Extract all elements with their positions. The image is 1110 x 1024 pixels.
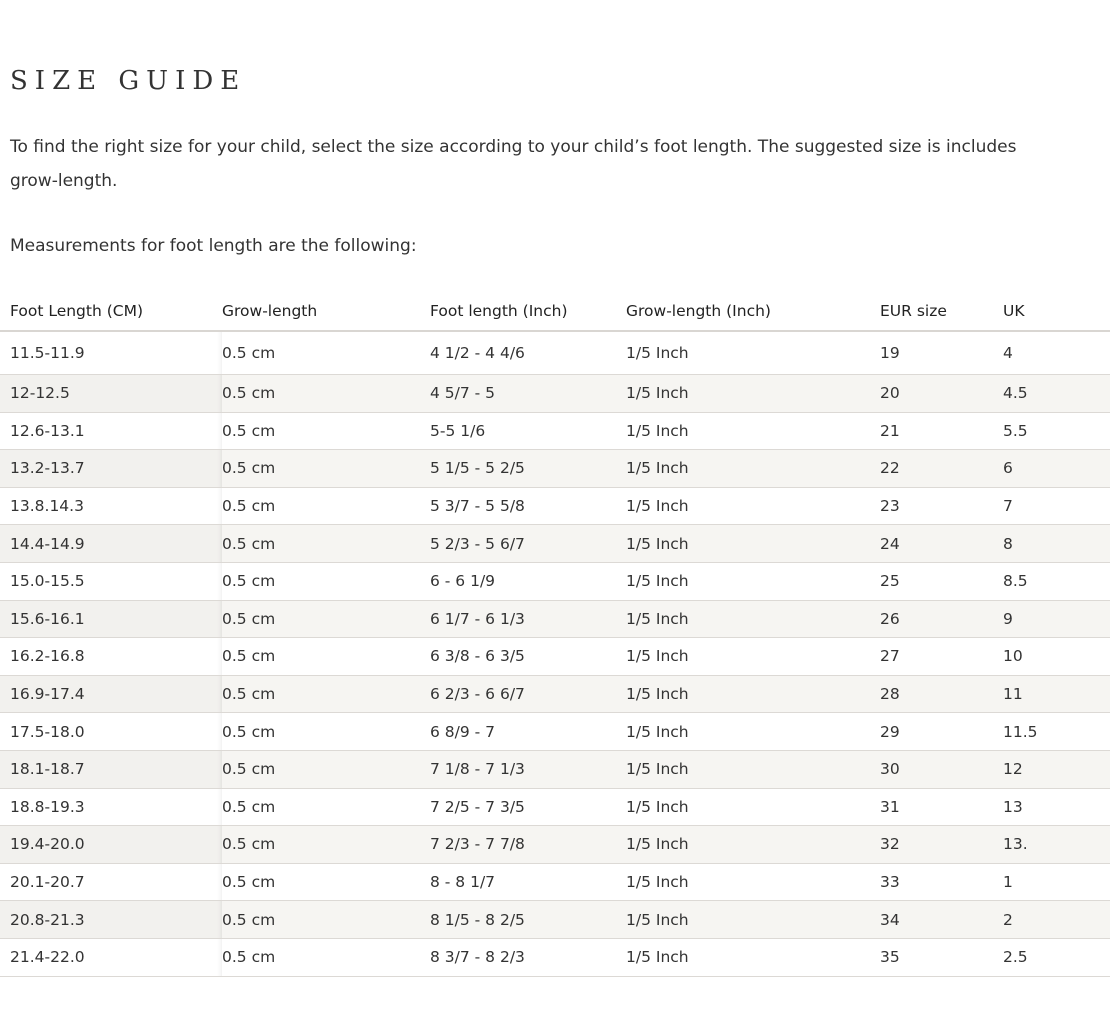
header-foot-length-inch: Foot length (Inch) (430, 292, 626, 331)
table-row (0, 750, 1110, 788)
foot-length-cm-cell: 13.2-13.7 (0, 450, 222, 488)
uk-size-cell: 4 (1003, 331, 1110, 375)
table-row (0, 331, 1110, 375)
foot-length-inch-cell: 5 3/7 - 5 5/8 (430, 487, 626, 525)
uk-size-cell: 11.5 (1003, 713, 1110, 751)
foot-length-cm-cell: 11.5-11.9 (0, 331, 222, 375)
grow-length-cell: 0.5 cm (222, 450, 430, 488)
foot-length-cm-cell: 21.4-22.0 (0, 938, 222, 976)
grow-length-cell: 0.5 cm (222, 826, 430, 864)
table-row (0, 713, 1110, 751)
grow-length-cell: 0.5 cm (222, 600, 430, 638)
grow-length-inch-cell: 1/5 Inch (626, 638, 880, 676)
eur-size-cell: 35 (880, 938, 1003, 976)
foot-length-inch-cell: 8 - 8 1/7 (430, 863, 626, 901)
measurements-intro: Measurements for foot length are the following: (10, 236, 417, 256)
foot-length-cm-cell: 15.0-15.5 (0, 562, 222, 600)
grow-length-cell: 0.5 cm (222, 487, 430, 525)
foot-length-cm-cell: 15.6-16.1 (0, 600, 222, 638)
uk-size-cell: 8 (1003, 525, 1110, 563)
eur-size-cell: 23 (880, 487, 1003, 525)
grow-length-inch-cell: 1/5 Inch (626, 901, 880, 939)
foot-length-inch-cell: 5 1/5 - 5 2/5 (430, 450, 626, 488)
foot-length-inch-cell: 7 2/3 - 7 7/8 (430, 826, 626, 864)
foot-length-inch-cell: 6 1/7 - 6 1/3 (430, 600, 626, 638)
grow-length-cell: 0.5 cm (222, 638, 430, 676)
grow-length-cell: 0.5 cm (222, 938, 430, 976)
grow-length-cell: 0.5 cm (222, 675, 430, 713)
foot-length-inch-cell: 7 2/5 - 7 3/5 (430, 788, 626, 826)
foot-length-inch-cell: 6 2/3 - 6 6/7 (430, 675, 626, 713)
foot-length-cm-cell: 18.1-18.7 (0, 750, 222, 788)
foot-length-cm-cell: 16.2-16.8 (0, 638, 222, 676)
grow-length-cell: 0.5 cm (222, 901, 430, 939)
grow-length-cell: 0.5 cm (222, 412, 430, 450)
eur-size-cell: 28 (880, 675, 1003, 713)
uk-size-cell: 4.5 (1003, 375, 1110, 413)
header-eur-size: EUR size (880, 292, 1003, 331)
table-row (0, 487, 1110, 525)
uk-size-cell: 2.5 (1003, 938, 1110, 976)
uk-size-cell: 13. (1003, 826, 1110, 864)
table-row (0, 901, 1110, 939)
eur-size-cell: 25 (880, 562, 1003, 600)
uk-size-cell: 13 (1003, 788, 1110, 826)
header-grow-length: Grow-length (222, 292, 430, 331)
foot-length-inch-cell: 8 3/7 - 8 2/3 (430, 938, 626, 976)
grow-length-cell: 0.5 cm (222, 562, 430, 600)
grow-length-inch-cell: 1/5 Inch (626, 713, 880, 751)
eur-size-cell: 22 (880, 450, 1003, 488)
intro-paragraph: To find the right size for your child, select the size according to your child’s foot length. The suggested size is includes grow-length. (10, 137, 1017, 191)
foot-length-cm-cell: 17.5-18.0 (0, 713, 222, 751)
foot-length-cm-cell: 14.4-14.9 (0, 525, 222, 563)
header-foot-length-cm: Foot Length (CM) (0, 292, 222, 331)
grow-length-inch-cell: 1/5 Inch (626, 487, 880, 525)
foot-length-cm-cell: 12-12.5 (0, 375, 222, 413)
uk-size-cell: 12 (1003, 750, 1110, 788)
foot-length-cm-cell: 20.8-21.3 (0, 901, 222, 939)
size-table (0, 292, 1110, 977)
uk-size-cell: 11 (1003, 675, 1110, 713)
table-header-row (0, 292, 1110, 331)
foot-length-inch-cell: 6 - 6 1/9 (430, 562, 626, 600)
grow-length-inch-cell: 1/5 Inch (626, 525, 880, 563)
eur-size-cell: 20 (880, 375, 1003, 413)
grow-length-inch-cell: 1/5 Inch (626, 750, 880, 788)
grow-length-cell: 0.5 cm (222, 750, 430, 788)
table-row (0, 675, 1110, 713)
grow-length-inch-cell: 1/5 Inch (626, 826, 880, 864)
eur-size-cell: 24 (880, 525, 1003, 563)
grow-length-cell: 0.5 cm (222, 713, 430, 751)
table-row (0, 788, 1110, 826)
uk-size-cell: 10 (1003, 638, 1110, 676)
grow-length-cell: 0.5 cm (222, 525, 430, 563)
foot-length-inch-cell: 4 1/2 - 4 4/6 (430, 331, 626, 375)
size-table-container[interactable] (0, 292, 1038, 977)
eur-size-cell: 26 (880, 600, 1003, 638)
grow-length-inch-cell: 1/5 Inch (626, 450, 880, 488)
uk-size-cell: 1 (1003, 863, 1110, 901)
eur-size-cell: 34 (880, 901, 1003, 939)
grow-length-cell: 0.5 cm (222, 788, 430, 826)
table-row (0, 938, 1110, 976)
eur-size-cell: 27 (880, 638, 1003, 676)
table-row (0, 412, 1110, 450)
uk-size-cell: 9 (1003, 600, 1110, 638)
eur-size-cell: 30 (880, 750, 1003, 788)
foot-length-inch-cell: 5 2/3 - 5 6/7 (430, 525, 626, 563)
foot-length-inch-cell: 6 8/9 - 7 (430, 713, 626, 751)
table-row (0, 450, 1110, 488)
table-row (0, 638, 1110, 676)
grow-length-inch-cell: 1/5 Inch (626, 938, 880, 976)
grow-length-cell: 0.5 cm (222, 331, 430, 375)
table-row (0, 863, 1110, 901)
table-row (0, 375, 1110, 413)
table-row (0, 600, 1110, 638)
uk-size-cell: 7 (1003, 487, 1110, 525)
grow-length-inch-cell: 1/5 Inch (626, 562, 880, 600)
foot-length-inch-cell: 4 5/7 - 5 (430, 375, 626, 413)
foot-length-inch-cell: 7 1/8 - 7 1/3 (430, 750, 626, 788)
uk-size-cell: 8.5 (1003, 562, 1110, 600)
foot-length-cm-cell: 19.4-20.0 (0, 826, 222, 864)
foot-length-cm-cell: 18.8-19.3 (0, 788, 222, 826)
foot-length-cm-cell: 12.6-13.1 (0, 412, 222, 450)
eur-size-cell: 19 (880, 331, 1003, 375)
foot-length-inch-cell: 5-5 1/6 (430, 412, 626, 450)
uk-size-cell: 5.5 (1003, 412, 1110, 450)
grow-length-inch-cell: 1/5 Inch (626, 863, 880, 901)
table-row (0, 562, 1110, 600)
foot-length-inch-cell: 6 3/8 - 6 3/5 (430, 638, 626, 676)
grow-length-inch-cell: 1/5 Inch (626, 675, 880, 713)
table-row (0, 525, 1110, 563)
foot-length-cm-cell: 20.1-20.7 (0, 863, 222, 901)
eur-size-cell: 21 (880, 412, 1003, 450)
uk-size-cell: 6 (1003, 450, 1110, 488)
eur-size-cell: 32 (880, 826, 1003, 864)
grow-length-inch-cell: 1/5 Inch (626, 331, 880, 375)
foot-length-cm-cell: 16.9-17.4 (0, 675, 222, 713)
header-grow-length-inch: Grow-length (Inch) (626, 292, 880, 331)
table-row (0, 826, 1110, 864)
header-uk-size: UK (1003, 292, 1110, 331)
grow-length-inch-cell: 1/5 Inch (626, 788, 880, 826)
eur-size-cell: 31 (880, 788, 1003, 826)
foot-length-cm-cell: 13.8.14.3 (0, 487, 222, 525)
eur-size-cell: 33 (880, 863, 1003, 901)
eur-size-cell: 29 (880, 713, 1003, 751)
page-title: SIZE GUIDE (10, 66, 247, 96)
grow-length-inch-cell: 1/5 Inch (626, 600, 880, 638)
foot-length-inch-cell: 8 1/5 - 8 2/5 (430, 901, 626, 939)
uk-size-cell: 2 (1003, 901, 1110, 939)
table-body (0, 331, 1110, 976)
grow-length-inch-cell: 1/5 Inch (626, 412, 880, 450)
grow-length-cell: 0.5 cm (222, 863, 430, 901)
grow-length-inch-cell: 1/5 Inch (626, 375, 880, 413)
grow-length-cell: 0.5 cm (222, 375, 430, 413)
